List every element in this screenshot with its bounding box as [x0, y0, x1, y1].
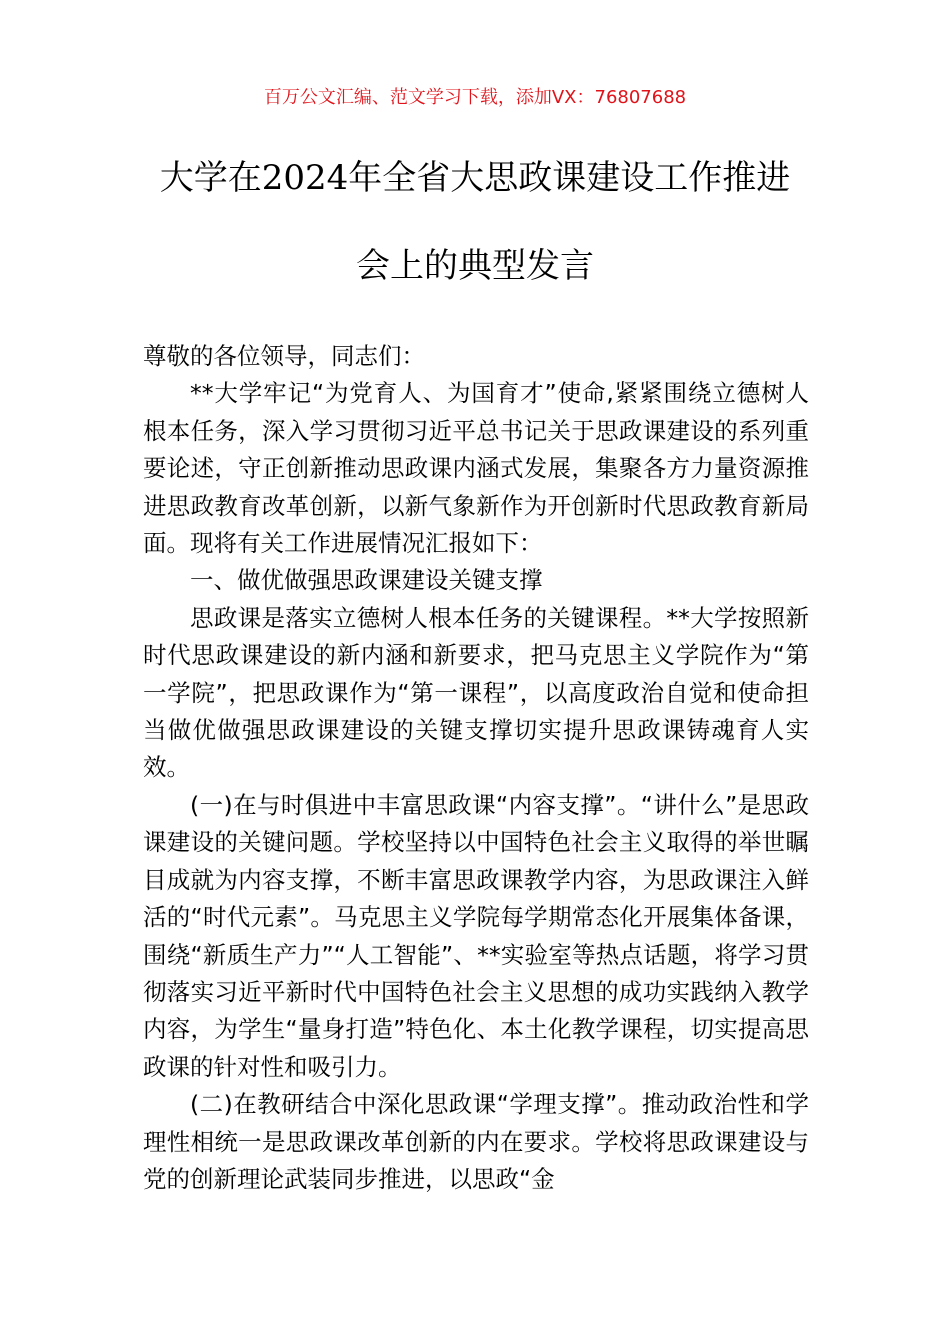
document-body [143, 338, 809, 1198]
document-title-line-2: 会上的典型发言 [356, 246, 594, 286]
paragraph-subsection-1: (一)在与时俱进中丰富思政课“内容支撑”。“讲什么”是思政课建设的关键问题。学校坚持以中国特色社会主义取得的举世瞩目成就为内容支撑，不断丰富思政课教学内容，为思政课注入鲜活的“时代元素”。马克思主义学院每学期常态化开展集体备课，围绕“新质生产力”“人工智能”、**实验室等热点话题，将学习贯彻落实习近平新时代中国特色社会主义思想的成功实践纳入教学内容，为学生“量身打造”特色化、本土化教学课程，切实提高思政课的针对性和吸引力。 [143, 790, 809, 1081]
promo-banner: 百万公文汇编、范文学习下载，添加VX：76807688 [263, 87, 687, 108]
salutation: 尊敬的各位领导，同志们： [143, 342, 425, 370]
paragraph-section-1: 思政课是落实立德树人根本任务的关键课程。**大学按照新时代思政课建设的新内涵和新要求，把马克思主义学院作为“第一学院”，把思政课作为“第一课程”，以高度政治自觉和使命担当做优做强思政课建设的关键支撑切实提升思政课铸魂育人实效。 [143, 603, 809, 782]
paragraph-intro: **大学牢记“为党育人、为国育才”使命,紧紧围绕立德树人根本任务，深入学习贯彻习近平总书记关于思政课建设的系列重要论述，守正创新推动思政课内涵式发展，集聚各方力量资源推进思政教育改革创新，以新气象新作为开创新时代思政教育新局面。现将有关工作进展情况汇报如下： [143, 379, 809, 558]
section-heading-1: 一、做优做强思政课建设关键支撑 [190, 566, 543, 595]
paragraph-subsection-2: (二)在教研结合中深化思政课“学理支撑”。推动政治性和学理性相统一是思政课改革创新的内在要求。学校将思政课建设与党的创新理论武装同步推进，以思政“金 [143, 1090, 809, 1193]
document-title-line-1: 大学在2024年全省大思政课建设工作推进 [159, 158, 791, 198]
